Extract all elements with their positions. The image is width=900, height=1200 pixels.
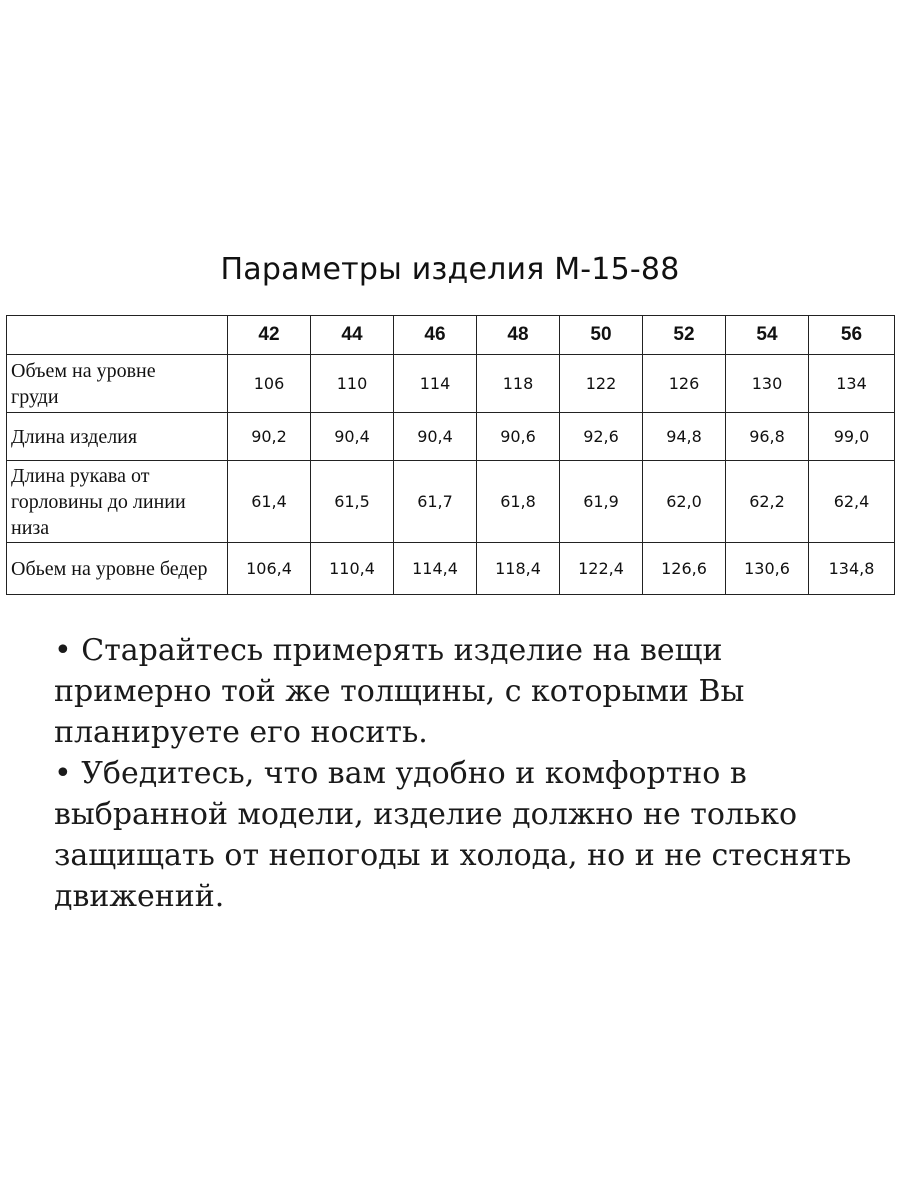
table-cell: 106,4 <box>228 543 311 595</box>
table-cell: 61,7 <box>394 461 477 543</box>
size-header: 56 <box>809 316 895 355</box>
table-cell: 114 <box>394 355 477 413</box>
row-label-line: Длина изделия <box>11 425 138 448</box>
table-header-row <box>7 316 895 355</box>
row-label-line: Длина рукава от <box>11 464 150 487</box>
table-cell: 61,9 <box>560 461 643 543</box>
table-cell: 61,4 <box>228 461 311 543</box>
row-label <box>7 413 228 461</box>
table-cell: 122 <box>560 355 643 413</box>
row-label-line: низа <box>11 516 50 539</box>
table-cell: 110,4 <box>311 543 394 595</box>
table-cell: 90,4 <box>394 413 477 461</box>
table-cell: 99,0 <box>809 413 895 461</box>
row-label-line: Объем на уровне <box>11 359 156 382</box>
row-label <box>7 355 228 413</box>
table-cell: 110 <box>311 355 394 413</box>
table-row <box>7 413 895 461</box>
table-cell: 130 <box>726 355 809 413</box>
table-cell: 96,8 <box>726 413 809 461</box>
table-cell: 130,6 <box>726 543 809 595</box>
size-header: 48 <box>477 316 560 355</box>
row-label <box>7 461 228 543</box>
table-cell: 122,4 <box>560 543 643 595</box>
size-header: 54 <box>726 316 809 355</box>
table-cell: 134 <box>809 355 895 413</box>
table-row <box>7 461 895 543</box>
table-cell: 62,2 <box>726 461 809 543</box>
table-cell: 106 <box>228 355 311 413</box>
note-text: Старайтесь примерять изделие на вещи примерно той же толщины, с которыми Вы планируете его носить. <box>54 633 745 750</box>
table-cell: 90,6 <box>477 413 560 461</box>
size-header: 50 <box>560 316 643 355</box>
table-cell: 126,6 <box>643 543 726 595</box>
size-header: 42 <box>228 316 311 355</box>
page-title: Параметры изделия М-15-88 <box>220 252 680 287</box>
table-corner-cell <box>7 316 228 355</box>
size-header: 46 <box>394 316 477 355</box>
table-cell: 118,4 <box>477 543 560 595</box>
table-cell: 114,4 <box>394 543 477 595</box>
row-label-line: горловины до линии <box>11 490 186 513</box>
fitting-notes <box>54 630 874 917</box>
table-cell: 126 <box>643 355 726 413</box>
row-label <box>7 543 228 595</box>
table-cell: 62,0 <box>643 461 726 543</box>
note-item <box>54 630 874 753</box>
bullet-icon: • <box>54 633 72 668</box>
size-header: 52 <box>643 316 726 355</box>
row-label-line: Обьем на уровне бедер <box>11 557 208 580</box>
table-cell: 61,5 <box>311 461 394 543</box>
note-text: Убедитесь, что вам удобно и комфортно в выбранной модели, изделие должно не только защищать от непогоды и холода, но и не стеснять движений. <box>54 756 852 914</box>
table-cell: 134,8 <box>809 543 895 595</box>
table-cell: 94,8 <box>643 413 726 461</box>
table-cell: 61,8 <box>477 461 560 543</box>
table-cell: 118 <box>477 355 560 413</box>
note-item <box>54 753 874 917</box>
size-table <box>6 315 895 595</box>
row-label-line: груди <box>11 385 59 408</box>
bullet-icon: • <box>54 756 72 791</box>
size-header: 44 <box>311 316 394 355</box>
table-row <box>7 543 895 595</box>
table-cell: 90,4 <box>311 413 394 461</box>
table-cell: 92,6 <box>560 413 643 461</box>
table-cell: 62,4 <box>809 461 895 543</box>
table-cell: 90,2 <box>228 413 311 461</box>
table-row <box>7 355 895 413</box>
